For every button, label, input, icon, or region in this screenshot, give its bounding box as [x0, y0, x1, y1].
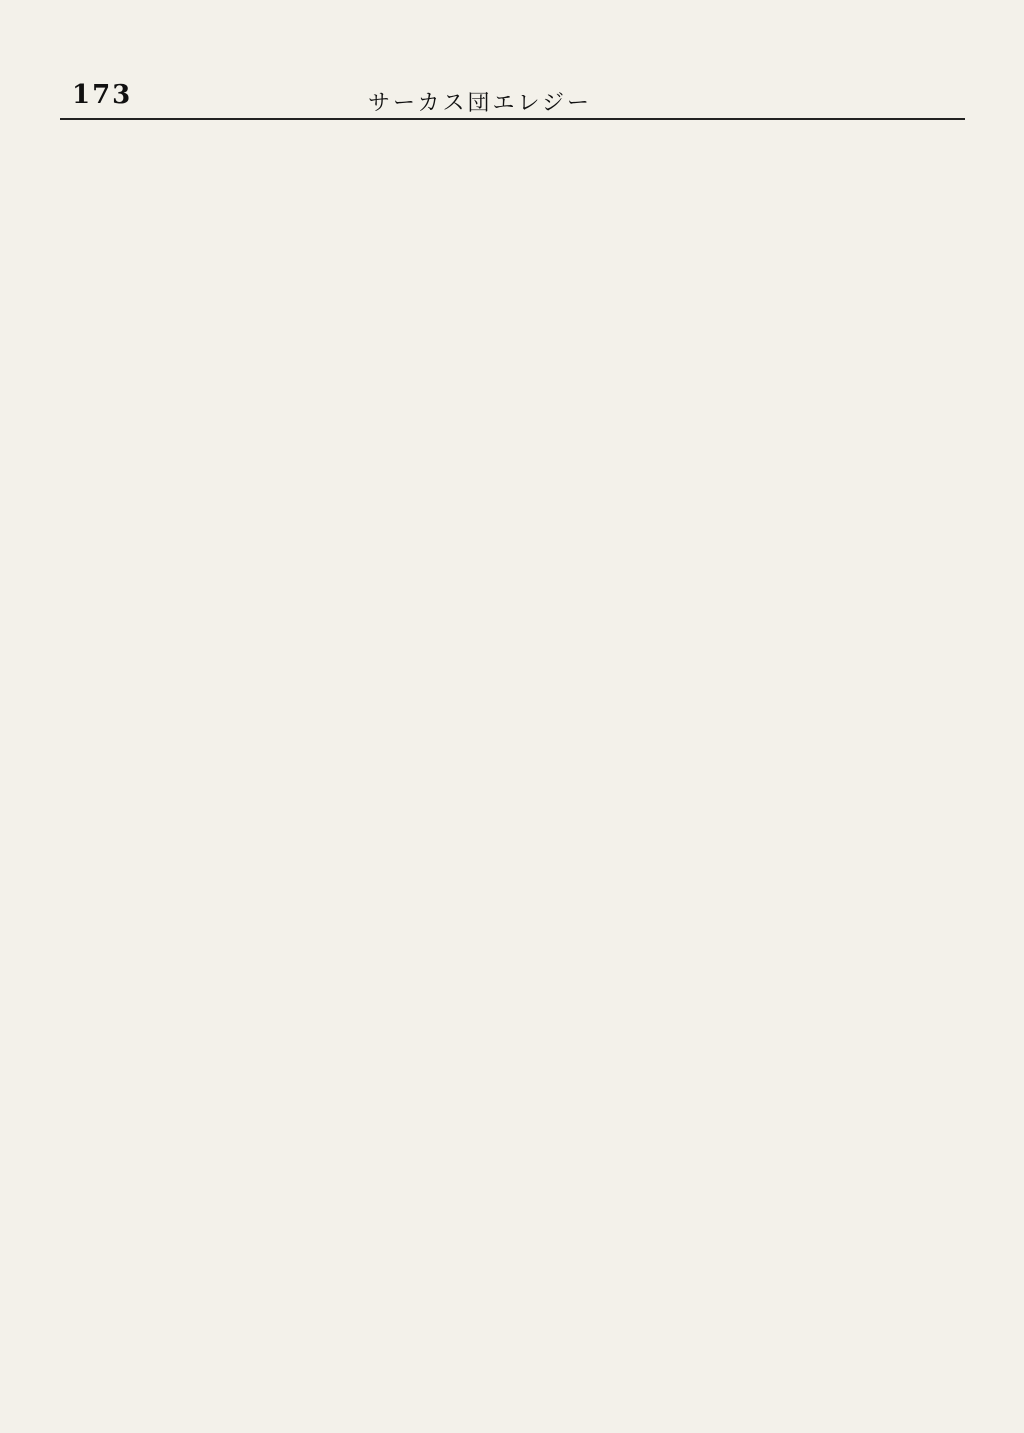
text-column — [775, 552, 795, 947]
text-column — [910, 552, 930, 947]
text-column — [301, 552, 321, 947]
text-column — [741, 552, 761, 947]
text-column — [174, 960, 197, 1380]
text-column — [832, 960, 855, 1380]
text-column — [868, 148, 891, 538]
text-column — [137, 960, 160, 1380]
text-column — [673, 552, 693, 947]
text-column — [941, 960, 964, 1380]
text-column — [64, 960, 87, 1380]
text-column — [639, 552, 659, 947]
text-column — [247, 960, 270, 1380]
text-column — [686, 960, 709, 1380]
text-column — [538, 552, 558, 947]
text-column — [233, 552, 253, 947]
text-column — [247, 148, 270, 538]
text-column — [832, 148, 855, 538]
text-column — [283, 960, 306, 1380]
text-column — [649, 148, 672, 538]
text-column — [132, 552, 152, 947]
text-band-top — [64, 148, 964, 538]
text-column — [436, 552, 456, 947]
text-column — [576, 148, 599, 538]
text-column — [174, 148, 197, 538]
text-column — [402, 552, 422, 947]
text-column — [759, 148, 782, 538]
text-column — [612, 148, 635, 538]
text-column — [466, 960, 489, 1380]
text-column — [809, 552, 829, 947]
text-column — [759, 960, 782, 1380]
text-column — [686, 148, 709, 538]
text-column — [101, 960, 124, 1380]
text-column — [369, 552, 389, 947]
text-column — [356, 148, 379, 538]
text-column — [795, 148, 818, 538]
text-column — [606, 552, 626, 947]
text-column — [576, 960, 599, 1380]
text-column — [944, 552, 964, 947]
text-column — [843, 552, 863, 947]
text-column — [393, 960, 416, 1380]
text-column — [612, 960, 635, 1380]
text-column — [137, 148, 160, 538]
text-column — [539, 960, 562, 1380]
text-column — [430, 148, 453, 538]
text-column — [393, 148, 416, 538]
text-column — [504, 552, 524, 947]
text-column — [503, 148, 526, 538]
text-column — [210, 148, 233, 538]
text-column — [64, 148, 87, 538]
text-column — [320, 960, 343, 1380]
text-column — [876, 552, 896, 947]
header-rule — [60, 118, 965, 120]
text-column — [320, 148, 343, 538]
text-column — [210, 960, 233, 1380]
text-column — [905, 148, 928, 538]
text-column — [572, 552, 592, 947]
text-column — [98, 552, 118, 947]
text-column — [356, 960, 379, 1380]
text-column — [430, 960, 453, 1380]
text-column — [283, 148, 306, 538]
text-column — [165, 552, 185, 947]
text-column — [64, 552, 84, 947]
text-column — [470, 552, 490, 947]
text-column — [199, 552, 219, 947]
text-column — [707, 552, 727, 947]
text-column — [868, 960, 891, 1380]
running-title: サーカス団エレジー — [368, 91, 593, 116]
text-band-bottom — [64, 960, 964, 1380]
text-column — [905, 960, 928, 1380]
text-column — [267, 552, 287, 947]
text-column — [101, 148, 124, 538]
text-column — [503, 960, 526, 1380]
text-band-middle — [64, 552, 964, 947]
text-column — [649, 960, 672, 1380]
page-number: 173 — [72, 80, 133, 110]
text-column — [335, 552, 355, 947]
text-column — [466, 148, 489, 538]
text-column — [795, 960, 818, 1380]
text-column — [722, 960, 745, 1380]
text-column — [722, 148, 745, 538]
text-column — [539, 148, 562, 538]
text-column — [941, 148, 964, 538]
